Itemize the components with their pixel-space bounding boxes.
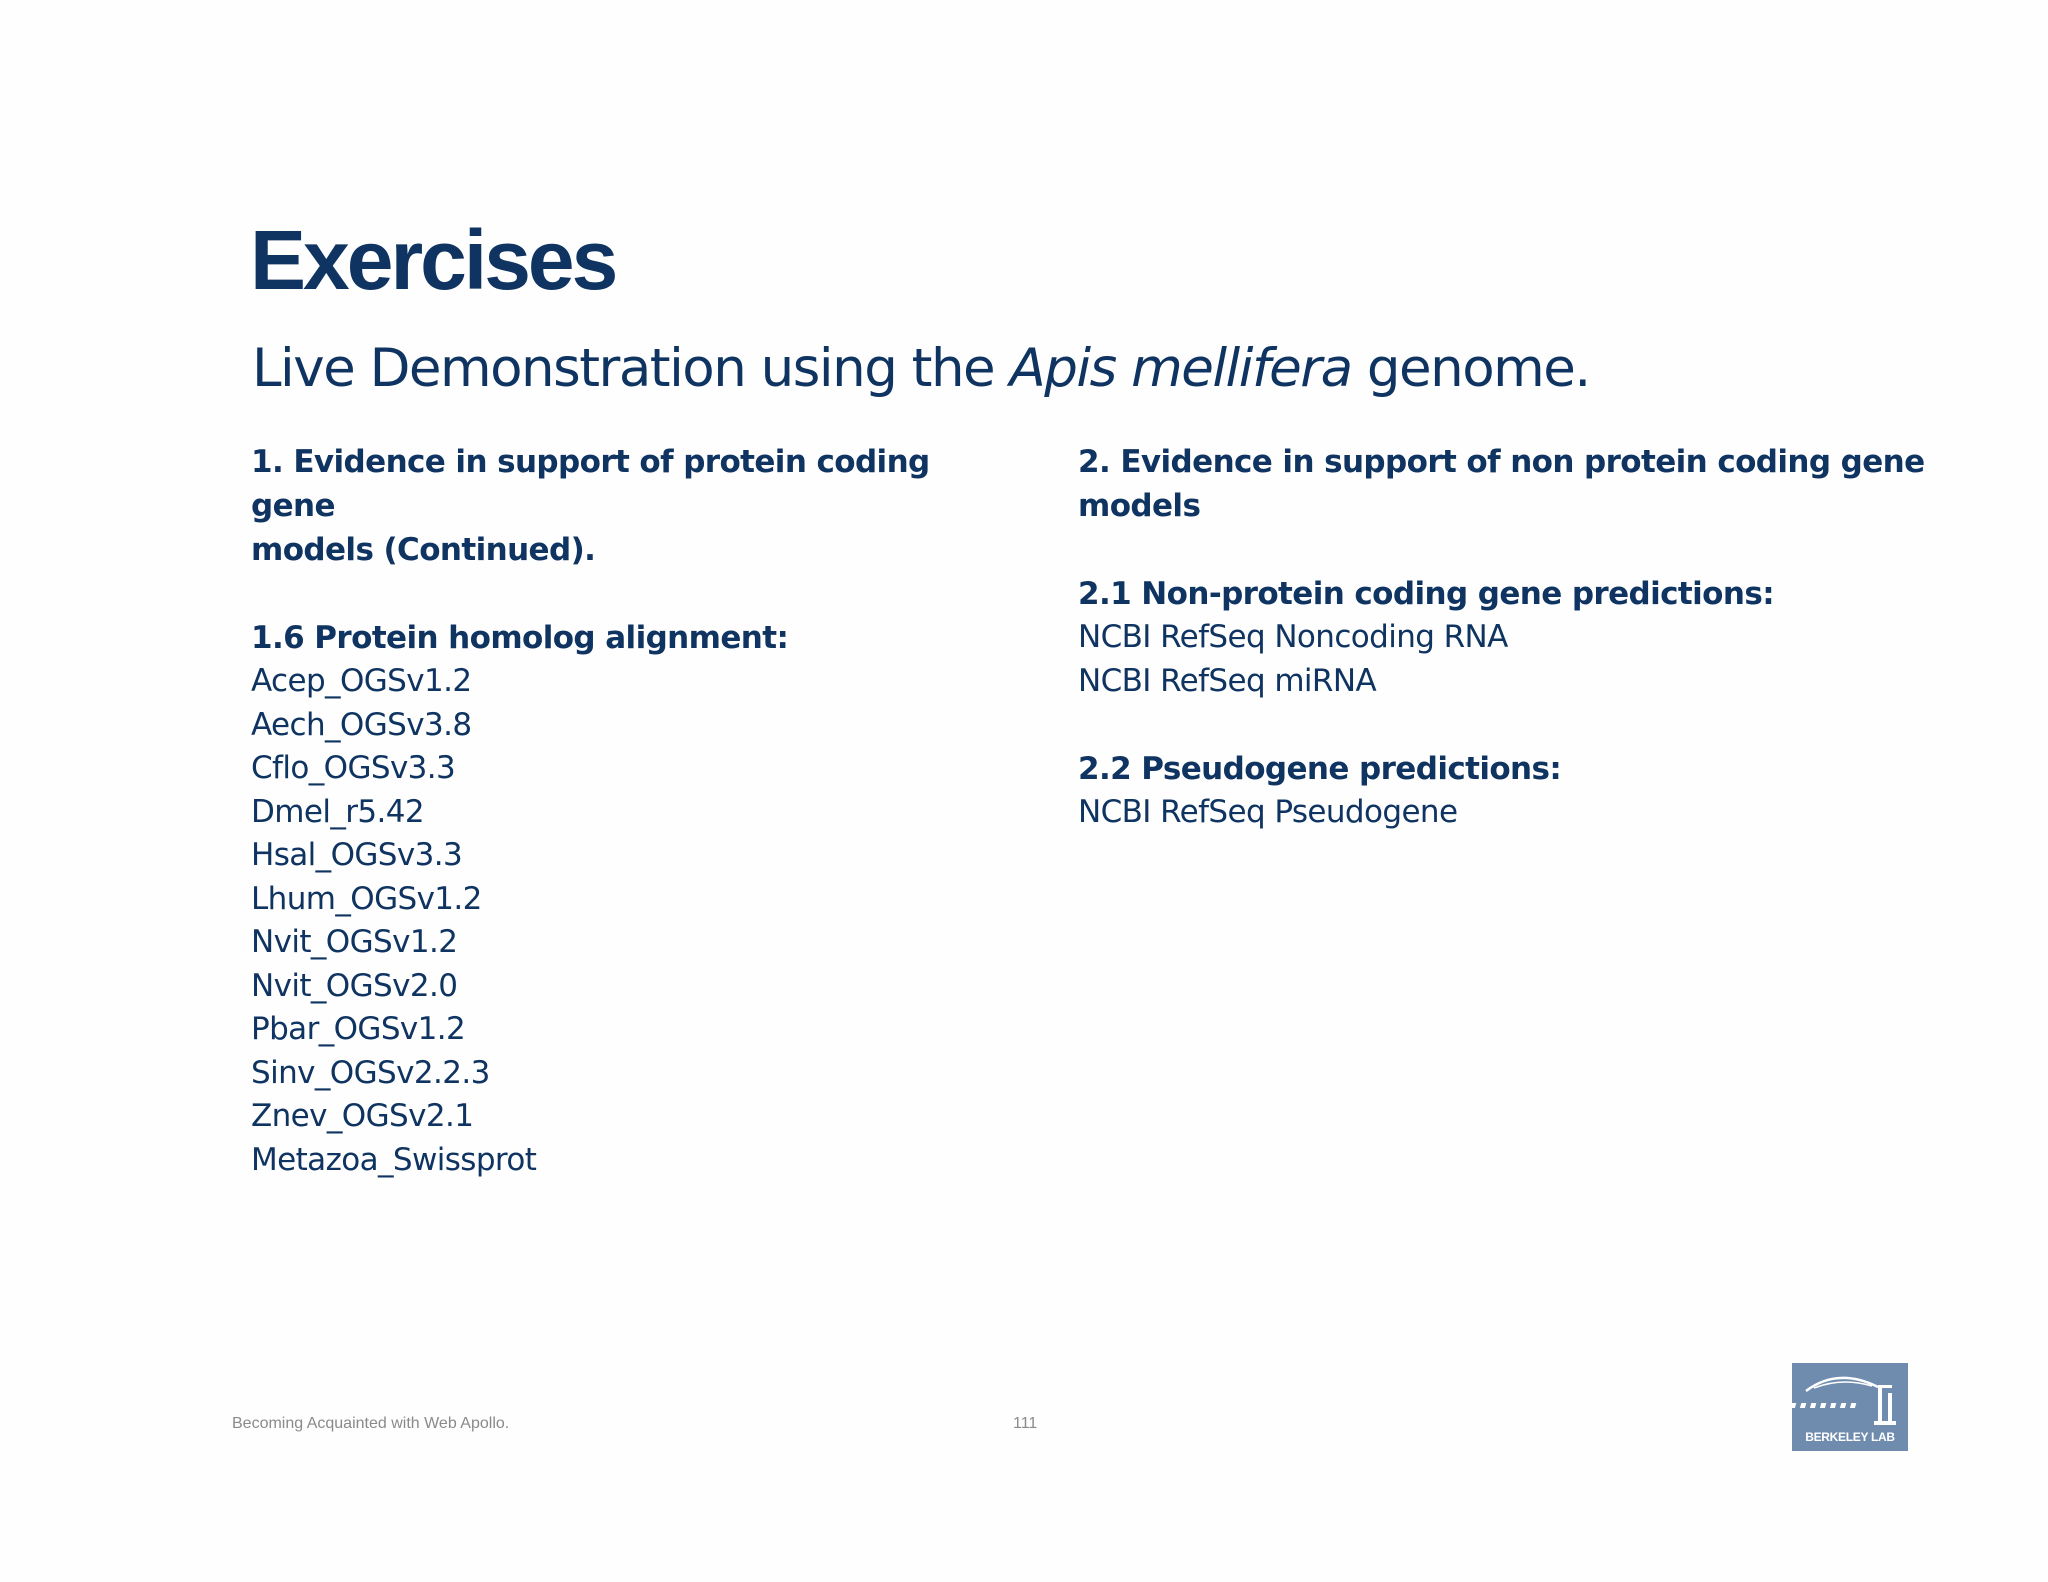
spacer bbox=[1078, 528, 1958, 572]
list-item: Cflo_OGSv3.3 bbox=[251, 750, 456, 786]
page-number: 111 bbox=[1013, 1415, 1038, 1432]
right-column bbox=[1078, 440, 1958, 835]
left-heading-line-2: models (Continued). bbox=[251, 532, 596, 568]
noncoding-list bbox=[1078, 616, 1958, 703]
footer-caption: Becoming Acquainted with Web Apollo. bbox=[232, 1415, 510, 1432]
list-item: Pbar_OGSv1.2 bbox=[251, 1011, 466, 1047]
list-item: Nvit_OGSv2.0 bbox=[251, 967, 458, 1004]
slide-subtitle bbox=[252, 340, 1590, 398]
list-item: Aech_OGSv3.8 bbox=[251, 706, 472, 743]
logo-text: BERKELEY LAB bbox=[1805, 1430, 1895, 1444]
pseudogene-list bbox=[1078, 791, 1958, 835]
noncoding-section-title: 2.1 Non-protein coding gene predictions: bbox=[1078, 576, 1774, 612]
left-column bbox=[251, 440, 1011, 1182]
subtitle-text-after: genome. bbox=[1351, 338, 1590, 399]
slide-title: Exercises bbox=[250, 213, 616, 307]
list-item: NCBI RefSeq Pseudogene bbox=[1078, 794, 1458, 830]
spacer bbox=[1078, 703, 1958, 747]
list-item: NCBI RefSeq Noncoding RNA bbox=[1078, 619, 1508, 655]
pseudogene-section-title: 2.2 Pseudogene predictions: bbox=[1078, 751, 1562, 787]
left-heading-line-1: 1. Evidence in support of protein coding gene bbox=[251, 444, 930, 524]
subtitle-species-name: Apis mellifera bbox=[1009, 338, 1352, 399]
right-heading-line-1: 2. Evidence in support of non protein coding gene bbox=[1078, 444, 1925, 480]
list-item: Sinv_OGSv2.2.3 bbox=[251, 1054, 490, 1091]
left-column-heading bbox=[251, 440, 1011, 572]
right-heading-line-2: models bbox=[1078, 488, 1201, 524]
list-item: Znev_OGSv2.1 bbox=[251, 1098, 474, 1134]
right-column-heading bbox=[1078, 440, 1958, 528]
spacer bbox=[251, 572, 1011, 616]
protein-homolog-list bbox=[251, 660, 1011, 1182]
list-item: Metazoa_Swissprot bbox=[251, 1141, 537, 1178]
protein-homolog-section-title: 1.6 Protein homolog alignment: bbox=[251, 620, 789, 656]
berkeley-lab-logo bbox=[1792, 1363, 1908, 1451]
subtitle-text-before: Live Demonstration using the bbox=[252, 338, 1010, 399]
list-item: Nvit_OGSv1.2 bbox=[251, 924, 458, 960]
list-item: Lhum_OGSv1.2 bbox=[251, 880, 482, 917]
list-item: Dmel_r5.42 bbox=[251, 793, 425, 830]
list-item: Hsal_OGSv3.3 bbox=[251, 837, 463, 873]
list-item: NCBI RefSeq miRNA bbox=[1078, 662, 1377, 699]
list-item: Acep_OGSv1.2 bbox=[251, 663, 472, 699]
